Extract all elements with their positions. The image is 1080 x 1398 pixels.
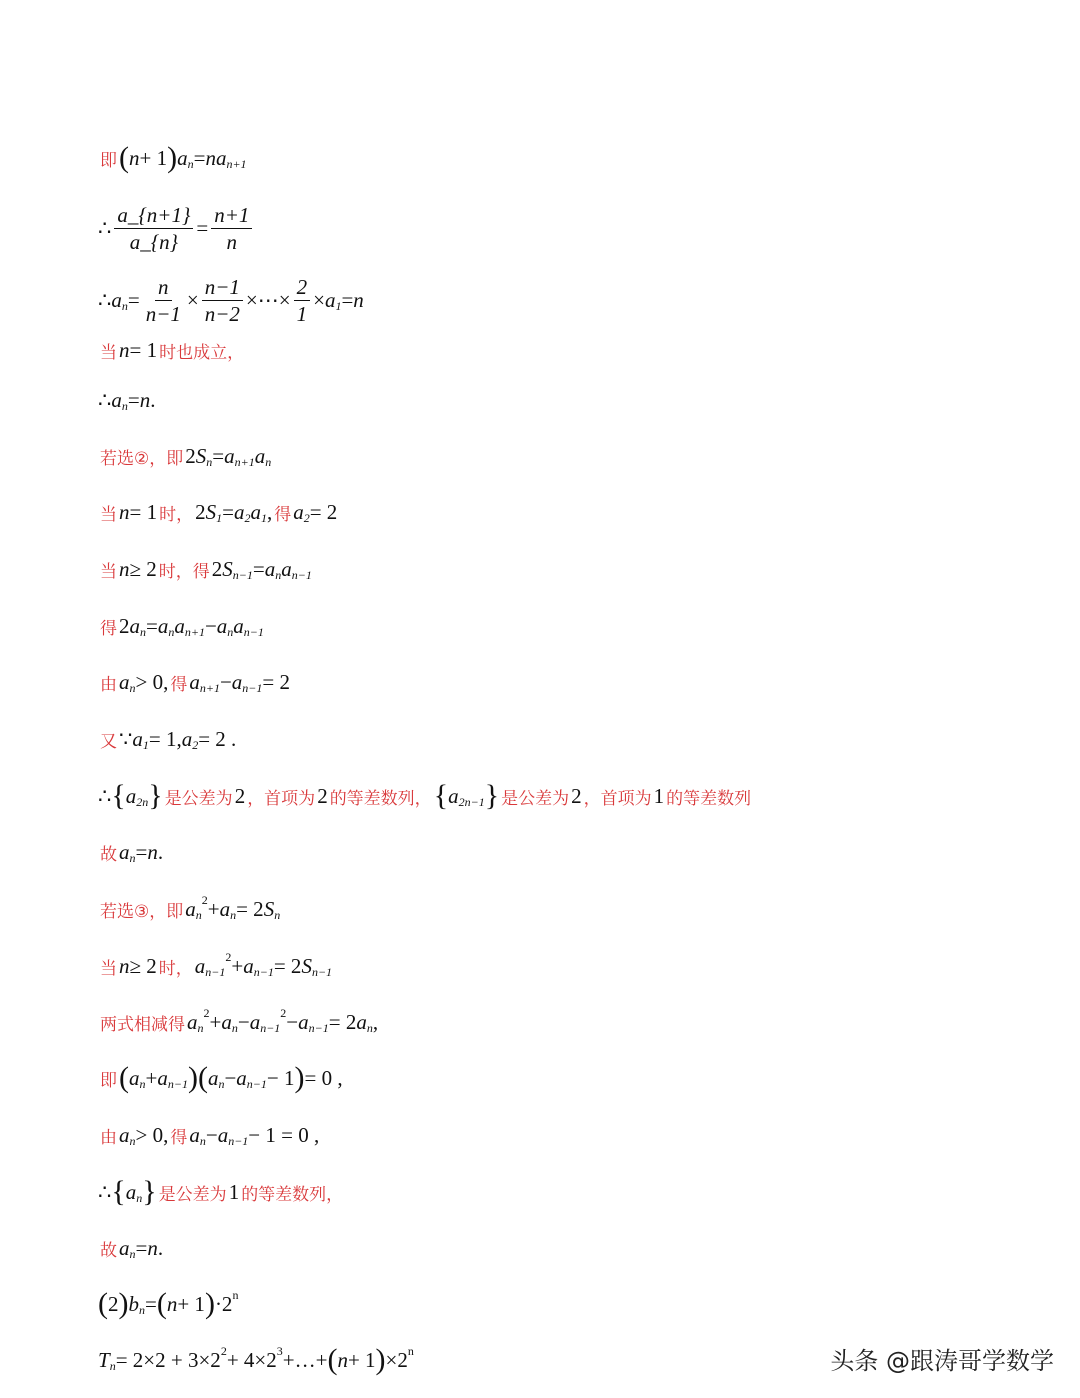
- math-variable: a: [157, 1065, 168, 1090]
- solution-line: [98, 766, 753, 826]
- math-text: =: [193, 145, 206, 170]
- annotation-text: 得: [170, 674, 188, 695]
- annotation-text: 是公差为: [501, 788, 570, 809]
- math-variable: n: [119, 499, 130, 524]
- math-variable: a: [221, 1009, 232, 1034]
- bracket: (: [156, 1287, 167, 1320]
- annotation-text: 时，: [159, 504, 194, 525]
- bracket: ): [118, 1287, 129, 1320]
- subscript: n−1: [291, 567, 312, 582]
- subscript: n−1: [311, 964, 333, 979]
- superscript: n: [407, 1343, 414, 1358]
- math-text: = 1: [129, 499, 158, 524]
- math-variable: a: [111, 287, 122, 312]
- math-text: ∴: [98, 1179, 112, 1204]
- math-variable: n: [166, 1291, 178, 1316]
- math-text: .: [150, 387, 156, 412]
- subscript: n: [366, 1020, 373, 1035]
- math-variable: a: [187, 1009, 198, 1034]
- math-text: ≥ 2: [129, 556, 157, 581]
- denominator: a_{n}: [129, 229, 178, 254]
- math-variable: S: [301, 953, 312, 978]
- annotation-text: 是公差为: [164, 788, 233, 809]
- subscript: n: [129, 1246, 136, 1261]
- math-text: = 0 ,: [304, 1065, 343, 1090]
- math-text: + 1: [177, 1291, 205, 1316]
- annotation-text: 由: [100, 674, 117, 695]
- math-text: = 1: [129, 337, 158, 362]
- math-variable: S: [263, 896, 275, 921]
- solution-line: [98, 1162, 345, 1222]
- math-text: ∴: [98, 215, 112, 240]
- math-text: + 1: [139, 145, 168, 170]
- subscript: 2n−1: [458, 794, 485, 809]
- annotation-text: 即: [100, 1070, 117, 1091]
- subscript: n: [168, 624, 175, 639]
- math-variable: n: [139, 387, 151, 412]
- bracket: (: [119, 141, 129, 174]
- math-variable: a: [174, 613, 185, 638]
- annotation-text: 时，: [158, 958, 193, 979]
- superscript: n: [232, 1287, 239, 1302]
- math-variable: a: [119, 1122, 130, 1147]
- solution-line: [98, 426, 271, 486]
- math-text: 2: [195, 499, 206, 524]
- math-variable: a: [119, 1235, 130, 1260]
- math-text: =: [135, 1235, 148, 1260]
- annotation-text: 故: [100, 1240, 117, 1261]
- superscript: 3: [276, 1343, 283, 1358]
- subscript: n: [121, 298, 128, 313]
- subscript: 2: [303, 510, 310, 525]
- solution-line: [98, 539, 312, 599]
- subscript: n+1: [226, 156, 247, 171]
- annotation-text: 得: [100, 618, 117, 639]
- math-text: ∴: [98, 783, 112, 808]
- math-variable: a: [217, 1122, 229, 1147]
- annotation-text: 是公差为: [158, 1184, 227, 1205]
- annotation-text: ，首项为: [583, 788, 652, 809]
- math-variable: a: [281, 556, 292, 581]
- math-variable: a: [189, 669, 200, 694]
- math-text: 2: [185, 443, 196, 468]
- fraction: [211, 202, 252, 255]
- fraction: [202, 274, 243, 327]
- math-text: +…+: [282, 1347, 328, 1372]
- math-text: ,: [372, 1009, 379, 1034]
- math-text: −: [205, 1122, 218, 1147]
- subscript: n+1: [199, 680, 220, 695]
- bracket: ): [187, 1061, 198, 1094]
- subscript: n: [139, 1302, 145, 1317]
- watermark: 头条 @跟涛哥学数学: [830, 1347, 1054, 1375]
- math-variable: a: [129, 613, 140, 638]
- math-variable: a: [119, 839, 130, 864]
- math-text: = 2: [273, 953, 302, 978]
- math-variable: a: [236, 1065, 247, 1090]
- math-variable: n: [129, 145, 140, 170]
- subscript: n−1: [246, 1076, 267, 1091]
- annotation-text: ，首项为: [247, 788, 316, 809]
- bracket: }: [142, 1175, 157, 1208]
- annotation-text: 当: [100, 958, 117, 979]
- math-variable: a: [177, 145, 188, 170]
- bracket: {: [111, 1175, 126, 1208]
- subscript: 1: [260, 510, 267, 525]
- math-variable: b: [128, 1291, 139, 1316]
- math-variable: n: [119, 337, 130, 362]
- math-text: > 0,: [135, 1122, 169, 1147]
- annotation-text: 时也成立，: [159, 342, 245, 363]
- math-text: 2: [119, 613, 130, 638]
- solution-line: [98, 652, 290, 712]
- subscript: n: [129, 850, 136, 865]
- math-variable: n: [147, 839, 158, 864]
- math-variable: a: [207, 1065, 219, 1090]
- annotation-text: 即: [100, 150, 117, 171]
- math-variable: a: [216, 613, 228, 638]
- math-text: ·2: [214, 1291, 233, 1316]
- math-text: +: [207, 896, 220, 921]
- solution-line: [98, 709, 236, 769]
- math-variable: a: [194, 953, 206, 978]
- bracket: ): [294, 1061, 305, 1094]
- solution-line: [98, 936, 332, 996]
- annotation-text: 当: [100, 504, 117, 525]
- subscript: n+1: [234, 454, 255, 469]
- superscript: 2: [225, 949, 232, 964]
- math-text: = 2: [309, 499, 338, 524]
- math-text: =: [341, 287, 354, 312]
- bracket: }: [148, 779, 163, 812]
- subscript: n−1: [253, 964, 274, 979]
- bracket: {: [433, 779, 449, 812]
- math-text: .: [157, 839, 164, 864]
- annotation-text: 的等差数列，: [329, 788, 432, 809]
- solution-line: [98, 1274, 238, 1334]
- subscript: 1: [335, 298, 342, 313]
- math-variable: a: [298, 1009, 309, 1034]
- math-variable: na: [205, 145, 227, 170]
- math-text: ∵: [119, 726, 133, 751]
- subscript: 1: [142, 737, 149, 752]
- subscript: n: [140, 624, 146, 639]
- bracket: ): [204, 1287, 215, 1320]
- math-text: ∴: [98, 287, 112, 312]
- math-text: − 1: [266, 1065, 295, 1090]
- annotation-text: 时，得: [158, 561, 210, 582]
- subscript: n−1: [243, 624, 264, 639]
- solution-line: [98, 482, 337, 542]
- fraction: [143, 274, 184, 327]
- bracket: ): [167, 141, 178, 174]
- subscript: 2: [244, 510, 251, 525]
- numerator: a_{n+1}: [114, 202, 193, 229]
- subscript: n: [187, 156, 194, 171]
- superscript: 2: [201, 892, 208, 907]
- solution-line: [98, 370, 155, 430]
- numerator: n−1: [202, 274, 243, 301]
- subscript: n: [121, 398, 128, 413]
- solution-line: [98, 1105, 319, 1165]
- math-text: 1: [653, 783, 665, 808]
- math-text: ≥ 2: [129, 953, 157, 978]
- math-text: .: [157, 1235, 164, 1260]
- math-text: − 1 = 0 ,: [248, 1122, 320, 1147]
- math-text: 2: [234, 783, 246, 808]
- solution-line: [98, 1330, 414, 1390]
- bracket: {: [111, 779, 126, 812]
- subscript: n−1: [205, 964, 226, 979]
- subscript: n: [274, 907, 281, 922]
- math-variable: a: [254, 443, 266, 468]
- bracket: (: [119, 1061, 129, 1094]
- subscript: 2: [192, 737, 199, 752]
- annotation-text: 又: [100, 731, 117, 752]
- annotation-text: 的等差数列，: [241, 1184, 344, 1205]
- subscript: n: [206, 454, 213, 469]
- denominator: n−1: [145, 301, 181, 326]
- subscript: n−1: [260, 1020, 281, 1035]
- math-text: + 4×2: [226, 1347, 277, 1372]
- subscript: n−1: [242, 680, 263, 695]
- solution-line: [98, 198, 255, 258]
- math-variable: a: [181, 726, 193, 751]
- math-text: 2: [211, 556, 223, 581]
- solution-line: [98, 1218, 163, 1278]
- solution-line: [98, 128, 247, 188]
- subscript: n: [218, 1076, 225, 1091]
- math-variable: a: [129, 1065, 140, 1090]
- math-text: ×2: [385, 1347, 408, 1372]
- math-text: = 2: [236, 896, 264, 921]
- math-variable: a: [324, 287, 336, 312]
- math-variable: a: [233, 613, 244, 638]
- annotation-text: 两式相减得: [100, 1014, 185, 1035]
- subscript: n−1: [167, 1076, 188, 1091]
- solution-line: [98, 1048, 343, 1108]
- denominator: n−2: [204, 301, 240, 326]
- math-text: +: [145, 1065, 158, 1090]
- math-variable: a: [356, 1009, 367, 1034]
- bracket: }: [484, 779, 500, 812]
- fraction: [114, 202, 193, 255]
- math-text: =: [196, 215, 209, 240]
- subscript: n: [195, 907, 202, 922]
- solution-line: [98, 822, 163, 882]
- math-variable: a: [157, 613, 169, 638]
- math-text: =: [127, 387, 140, 412]
- numerator: n+1: [211, 202, 252, 229]
- solution-line: [98, 879, 280, 939]
- math-text: 2: [108, 1291, 119, 1316]
- math-variable: a: [185, 896, 196, 921]
- math-text: +: [209, 1009, 222, 1034]
- subscript: n−1: [308, 1020, 329, 1035]
- math-variable: a: [125, 783, 137, 808]
- subscript: n: [129, 680, 136, 695]
- math-text: −: [224, 1065, 237, 1090]
- bracket: (: [197, 1061, 208, 1094]
- subscript: n: [139, 1076, 146, 1091]
- math-text: =: [135, 839, 148, 864]
- math-variable: n: [337, 1347, 348, 1372]
- math-text: = 2: [262, 669, 290, 694]
- annotation-text: 当: [100, 342, 117, 363]
- math-variable: n: [353, 287, 364, 312]
- subscript: n: [275, 567, 282, 582]
- math-text: =: [146, 613, 158, 638]
- math-text: =: [145, 1291, 157, 1316]
- math-text: ,: [266, 499, 273, 524]
- math-variable: a: [249, 1009, 261, 1034]
- math-variable: a: [243, 953, 254, 978]
- math-text: −: [204, 613, 217, 638]
- math-text: = 2: [328, 1009, 357, 1034]
- math-text: = 1,: [148, 726, 182, 751]
- math-variable: a: [125, 1179, 137, 1204]
- math-variable: a: [231, 669, 243, 694]
- math-text: 1: [228, 1179, 240, 1204]
- superscript: 2: [220, 1343, 227, 1358]
- superscript: 2: [280, 1005, 287, 1020]
- math-text: ×⋯×: [245, 287, 291, 312]
- subscript: n: [197, 1020, 204, 1035]
- denominator: n: [226, 229, 238, 254]
- math-text: =: [222, 499, 234, 524]
- annotation-text: 得: [170, 1127, 188, 1148]
- numerator: 2: [294, 274, 311, 301]
- bracket: (: [327, 1343, 338, 1376]
- superscript: 2: [203, 1005, 210, 1020]
- math-variable: a: [250, 499, 261, 524]
- math-variable: a: [264, 556, 276, 581]
- math-variable: a: [448, 783, 459, 808]
- math-text: −: [219, 669, 232, 694]
- math-variable: a: [233, 499, 245, 524]
- math-text: ×: [313, 287, 325, 312]
- math-variable: a: [132, 726, 143, 751]
- math-text: −: [237, 1009, 250, 1034]
- solution-line: [98, 596, 264, 656]
- subscript: n: [199, 1133, 206, 1148]
- fraction: [294, 274, 311, 327]
- annotation-text: 的等差数列: [666, 788, 752, 809]
- bracket: ): [375, 1343, 386, 1376]
- math-text: =: [127, 287, 140, 312]
- subscript: n: [230, 907, 237, 922]
- annotation-text: 故: [100, 844, 117, 865]
- math-text: + 1: [347, 1347, 376, 1372]
- subscript: n: [231, 1020, 238, 1035]
- math-variable: a: [224, 443, 235, 468]
- math-variable: n: [119, 953, 130, 978]
- subscript: n: [227, 624, 234, 639]
- annotation-text: 得: [274, 504, 292, 525]
- annotation-text: 若选②，即: [100, 448, 184, 469]
- annotation-text: 当: [100, 561, 117, 582]
- math-text: =: [252, 556, 265, 581]
- math-variable: S: [195, 443, 207, 468]
- math-variable: a: [219, 896, 231, 921]
- math-text: +: [231, 953, 244, 978]
- subscript: n−1: [228, 1133, 249, 1148]
- math-variable: n: [147, 1235, 158, 1260]
- subscript: n: [265, 454, 272, 469]
- subscript: n: [136, 1190, 143, 1205]
- math-text: 2: [317, 783, 328, 808]
- math-text: > 0,: [135, 669, 169, 694]
- math-text: = 2 .: [198, 726, 237, 751]
- math-variable: S: [222, 556, 233, 581]
- math-variable: a: [293, 499, 304, 524]
- subscript: n: [129, 1133, 136, 1148]
- math-variable: T: [98, 1347, 110, 1372]
- math-text: −: [286, 1009, 299, 1034]
- subscript: 1: [216, 510, 223, 525]
- math-variable: n: [119, 556, 130, 581]
- math-variable: a: [111, 387, 122, 412]
- denominator: 1: [296, 301, 308, 326]
- subscript: n+1: [184, 624, 205, 639]
- subscript: n−1: [232, 567, 253, 582]
- math-variable: S: [205, 499, 217, 524]
- annotation-text: 由: [100, 1127, 117, 1148]
- solution-line: [98, 992, 378, 1052]
- math-variable: a: [189, 1122, 200, 1147]
- math-text: =: [212, 443, 225, 468]
- math-text: = 2×2 + 3×2: [115, 1347, 221, 1372]
- bracket: (: [98, 1287, 108, 1320]
- numerator: n: [155, 274, 172, 301]
- math-variable: a: [119, 669, 130, 694]
- subscript: n: [109, 1358, 116, 1373]
- math-text: ×: [186, 287, 199, 312]
- subscript: 2n: [136, 794, 149, 809]
- math-text: 2: [571, 783, 582, 808]
- annotation-text: 若选③，即: [100, 901, 184, 922]
- math-text: ∴: [98, 387, 112, 412]
